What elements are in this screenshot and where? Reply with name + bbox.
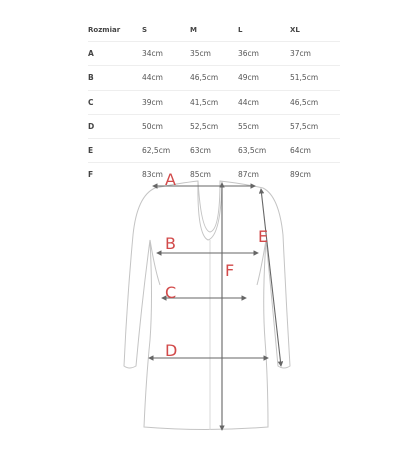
cell: 37cm (290, 42, 340, 66)
header-m: M (190, 18, 238, 42)
row-label: F (88, 170, 94, 180)
cell: 62,5cm (142, 138, 190, 162)
label-e: E (258, 227, 269, 246)
measurement-arrows (149, 183, 281, 430)
cell: 63,5cm (238, 138, 290, 162)
cell: 41,5cm (190, 90, 238, 114)
cell: 36cm (238, 42, 290, 66)
cell: 85cm (190, 170, 211, 180)
cell: 83cm (142, 170, 163, 180)
cell: 52,5cm (190, 114, 238, 138)
cell: 34cm (142, 42, 190, 66)
row-label: D (88, 114, 142, 138)
cell: 57,5cm (290, 114, 340, 138)
cell: 50cm (142, 114, 190, 138)
cell: 63cm (190, 138, 238, 162)
label-b: B (165, 234, 176, 253)
cell: 46,5cm (190, 66, 238, 90)
label-f: F (225, 261, 235, 280)
cell: 44cm (142, 66, 190, 90)
label-a: A (165, 170, 176, 189)
cell: 49cm (238, 66, 290, 90)
row-label: C (88, 90, 142, 114)
label-d: D (165, 341, 178, 360)
cell: 51,5cm (290, 66, 340, 90)
cell: 39cm (142, 90, 190, 114)
cell: 55cm (238, 114, 290, 138)
row-label: A (88, 42, 142, 66)
cell: 35cm (190, 42, 238, 66)
header-l: L (238, 18, 290, 42)
header-size: Rozmiar (88, 18, 142, 42)
row-label: E (88, 138, 142, 162)
cell: 64cm (290, 138, 340, 162)
cell: 89cm (290, 170, 311, 180)
header-xl: XL (290, 18, 340, 42)
dress-outline (124, 181, 290, 430)
header-s: S (142, 18, 190, 42)
cell: 87cm (238, 170, 259, 180)
cell: 44cm (238, 90, 290, 114)
cell: 46,5cm (290, 90, 340, 114)
row-label: B (88, 66, 142, 90)
label-c: C (165, 283, 177, 302)
